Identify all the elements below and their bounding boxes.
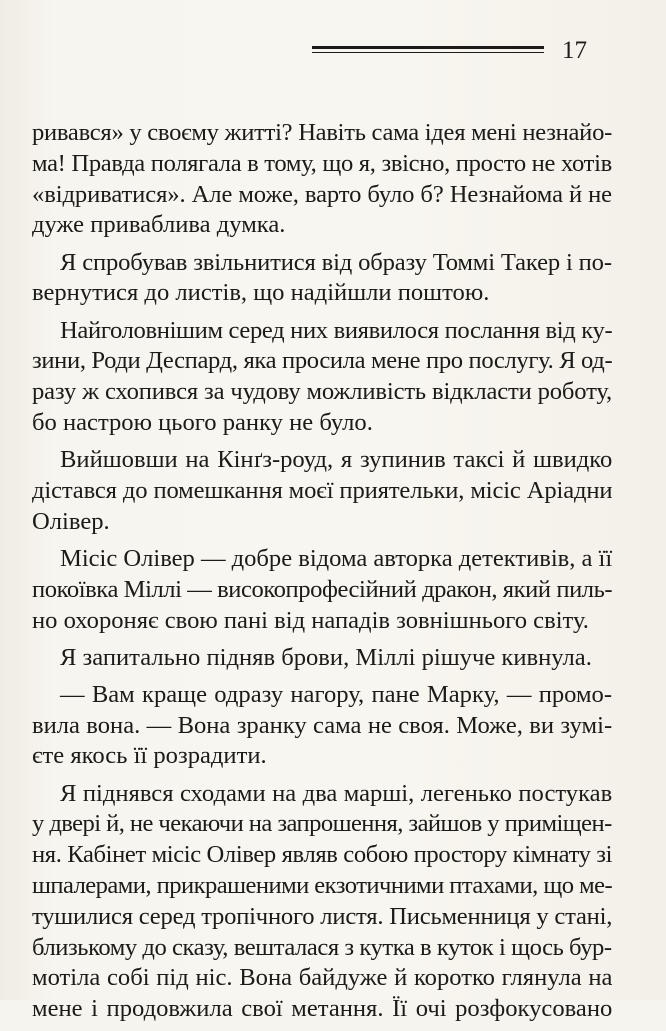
text-line: но охороняє свою пані від нападів зовнішнього світу. [32,606,589,634]
text-line: Олівер. [32,507,110,535]
text-line: Вийшовши на Кінґз-роуд, я зупинив таксі й швидко [60,446,613,474]
text-line: ривався» у своєму житті? Навіть сама ідея мені незнайо- [32,119,613,146]
text-line: шпалерами, прикрашеними екзотичними птахами, що ме- [32,872,613,900]
text-line: разу ж схопився за чудову можливість відкласти роботу, [32,378,613,406]
text-line: вернутися до листів, що надійшли поштою. [32,279,490,307]
text-line: дуже приваблива думка. [32,211,286,239]
text-line: мотіла собі під ніс. Вона байдуже й коротко глянула на [32,964,613,992]
text-line: ма! Правда полягала в тому, що я, звісно, просто не хотів [32,149,612,177]
page-number: 17 [562,37,587,64]
text-line: зини, Роди Деспард, яка просила мене про послугу. Я од- [32,347,613,375]
text-line: вила вона. — Вона зранку сама не своя. Може, ви зумі- [32,711,613,739]
text-line: єте якось її розрадити. [32,742,267,770]
text-line: Я піднявся сходами на два марші, легенько постукав [60,779,613,807]
header-rule-thick [312,46,544,49]
text-line: Я запитально підняв брови, Міллі рішуче кивнула. [60,643,592,671]
text-line: мене і продовжила свої метання. Її очі розфокусовано [32,995,613,1023]
body-text [32,118,612,1031]
paragraph [32,445,612,537]
paragraph [32,248,612,310]
text-line: бо настрою цього ранку не було. [32,408,373,436]
paragraph [32,316,612,439]
text-line: Місіс Олівер — добре відома авторка детективів, а її [60,544,613,572]
text-line: покоївка Міллі — високопрофесійний дракон, який пиль- [32,575,613,603]
text-line: ня. Кабінет місіс Олівер являв собою простору кімнату зі [32,841,613,869]
text-line: у двері й, не чекаючи на запрошення, зайшов у приміщен- [32,810,612,838]
text-line: близькому до сказу, вешталася з кутка в куток і щось бур- [32,933,612,961]
paragraph [32,544,612,636]
paragraph [32,779,612,1025]
text-line: дістався до помешкання моєї приятельки, місіс Аріадни [32,476,613,504]
header-rule-thin [312,52,544,53]
text-line: Найголовнішим серед них виявилося послання від ку- [60,316,613,344]
text-line: «відриватися». Але може, варто було б? Незнайома й не [32,180,612,208]
text-line: — Вам краще одразу нагору, пане Марку, — промо- [60,680,613,708]
header-rule [312,46,544,55]
text-line: тушилися серед тропічного листя. Письменниця у стані, [32,902,613,930]
paragraph [32,118,612,241]
paragraph [32,643,612,674]
text-line: Я спробував звільнитися від образу Томмі Такер і по- [60,248,612,276]
paragraph [32,680,612,772]
